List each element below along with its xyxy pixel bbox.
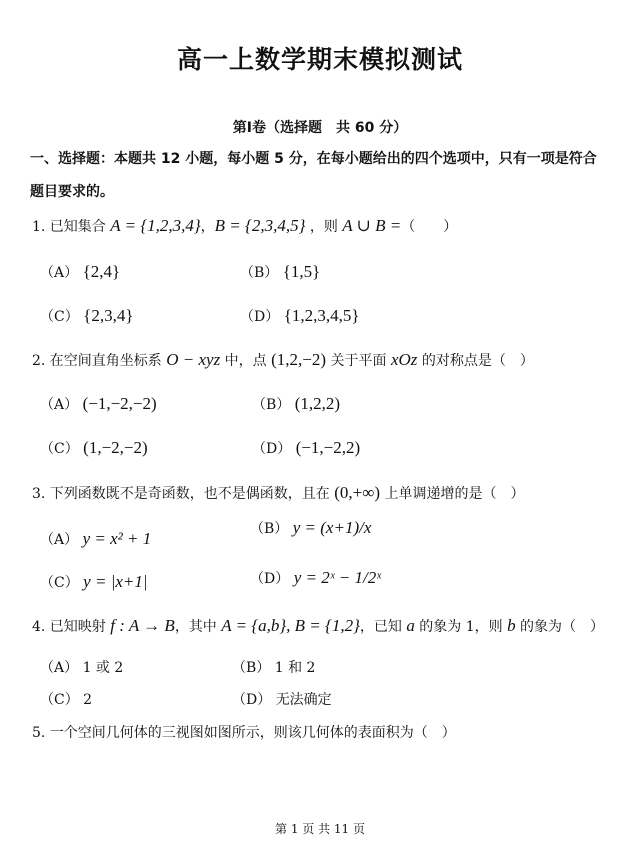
section-instruction-line2: 题目要求的。 bbox=[30, 184, 114, 200]
option-1d: （D） {1,2,3,4,5} bbox=[240, 306, 360, 325]
plane: xOz bbox=[390, 350, 418, 369]
question-1-stem: 1. 已知集合 A = {1,2,3,4}，B = {2,3,4,5} ，则 A ∪ B =（ ） bbox=[32, 216, 458, 235]
option-3d-formula: y = 2ˣ − 1/2ˣ bbox=[293, 568, 381, 587]
option-3b-formula: y = (x+1)/x bbox=[292, 518, 372, 537]
option-2b: （B） (1,2,2) bbox=[252, 394, 341, 413]
option-4c: （C） 2 bbox=[40, 692, 93, 708]
option-3b: （B） y = (x+1)/x bbox=[250, 518, 372, 537]
option-3a: （A） y = x² + 1 bbox=[40, 529, 152, 548]
point: (1,2,−2) bbox=[271, 350, 327, 369]
option-2a: （A） (−1,−2,−2) bbox=[40, 394, 157, 413]
question-2-stem: 2. 在空间直角坐标系 O − xyz 中，点 (1,2,−2) 关于平面 xOz 的对称点是（ ） bbox=[32, 350, 534, 369]
question-5-stem: 5. 一个空间几何体的三视图如图所示，则该几何体的表面积为（ ） bbox=[32, 725, 456, 741]
option-3d: （D） y = 2ˣ − 1/2ˣ bbox=[250, 568, 381, 587]
interval: (0,+∞) bbox=[334, 483, 381, 502]
option-1b: （B） {1,5} bbox=[240, 262, 321, 281]
option-4a: （A） 1 或 2 bbox=[40, 660, 124, 676]
option-3c: （C） y = |x+1| bbox=[40, 572, 148, 591]
option-4d: （D） 无法确定 bbox=[232, 692, 332, 708]
mapping: f : A → B bbox=[110, 616, 175, 635]
union-expression: A ∪ B = bbox=[342, 216, 402, 235]
sets: A = {a,b}, B = {1,2} bbox=[221, 616, 360, 635]
option-1a: （A） {2,4} bbox=[40, 262, 121, 281]
question-4-stem: 4. 已知映射 f : A → B，其中 A = {a,b}, B = {1,2}，已知 a 的象为 1，则 b 的象为（ ） bbox=[32, 616, 605, 635]
option-1c: （C） {2,3,4} bbox=[40, 306, 134, 325]
page-footer: 第 1 页 共 11 页 bbox=[275, 822, 365, 836]
option-4b: （B） 1 和 2 bbox=[232, 660, 316, 676]
option-2d: （D） (−1,−2,2) bbox=[252, 438, 361, 457]
set-a: A = {1,2,3,4} bbox=[110, 216, 201, 235]
page-title: 高一上数学期末模拟测试 bbox=[176, 45, 463, 74]
question-3-stem: 3. 下列函数既不是奇函数，也不是偶函数，且在 (0,+∞) 上单调递增的是（ ） bbox=[32, 483, 525, 502]
section-instruction-line1: 一、选择题：本题共 12 小题，每小题 5 分，在每小题给出的四个选项中，只有一项是符合 bbox=[30, 151, 597, 167]
option-2c: （C） (1,−2,−2) bbox=[40, 438, 148, 457]
coordinate-system: O − xyz bbox=[166, 350, 221, 369]
set-b: B = {2,3,4,5} bbox=[214, 216, 306, 235]
volume-heading: 第Ⅰ卷（选择题 共 60 分） bbox=[232, 120, 408, 136]
